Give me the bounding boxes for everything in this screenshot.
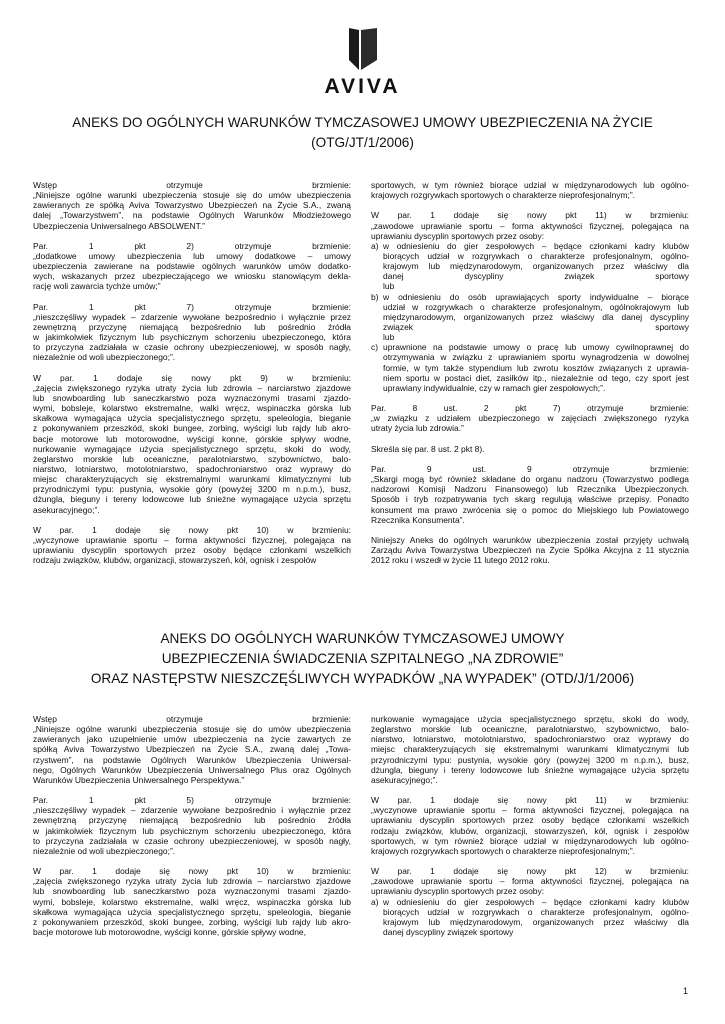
paragraph-gap [33,231,351,241]
text-line: Ubezpieczenia Uniwersalnego ABSOLWENT.” [33,220,205,231]
brand-wordmark: AVIVA [324,75,401,98]
text-line: krajowym lub międzynarodowym, organizowanych przez właściwy dla [383,916,689,927]
text-line: asekuracyjnego;”. [371,774,438,785]
title-line: UBEZPIECZENIA ŚWIADCZENIA SZPITALNEGO „NA ZDROWIE” [161,651,564,666]
paragraph [33,525,351,566]
text-line: dalej „Towarzystwem”, na podstawie Ogólnych Warunków Młodzieżowego [33,210,351,221]
text-line: miejsc charakteryzujących się ekstremalnymi warunkami klimatycznymi lub [371,744,689,755]
text-line: Par. 9 ust. 9 otrzymuje brzmienie: [371,463,689,474]
text-line: Rzecznika Konsumenta”. [371,514,465,525]
title-line: (OTG/JT/1/2006) [311,135,414,150]
section-1-right-column [371,180,689,565]
text-line: w odniesieniu do gier zespołowych – będące członkami kadry klubów [383,896,689,907]
text-line: udział w rozgrywkach o charakterze profesjonalnym, ogólnokrajowym lub [383,301,689,312]
text-line: z pokonywaniem przeszkód, skoki bungee, zorbing, wyścigi lub rajdy lub akro- [33,916,351,927]
text-line: to przyczyna zadziałała w czasie ochrony ubezpieczeniowej, w sposób nagły, [33,835,351,846]
text-line: uprawnione na podstawie umowy o pracę lub umowy cywilnoprawnej do [383,342,689,353]
text-line: dżungla, bieguny i tereny lodowcowe lub śnieżne wymagające użycia sprzętu [371,764,689,775]
text-line: „w związku z udziałem ubezpieczonego w zajęciach zwiększonego ryzyka [371,413,689,424]
list-marker: c) [371,342,379,353]
text-line: Wstęp otrzymuje brzmienie: [33,714,351,724]
text-line: danej dyscypliny związek sportowy [383,271,689,282]
text-line: niarstwo, lotniarstwo, motolotniarstwo, spadochroniarstwo oraz wyprawy do [33,463,351,474]
text-line: skałkowa wymagająca użycia specjalistycznego sprzętu, speleologia, bieganie [33,413,351,424]
paragraph [33,866,351,937]
paragraph-gap [33,856,351,866]
text-line: zewnętrzną przyczynę niemającą bezpośrednio lub pośrednio źródła [33,815,351,826]
text-line: nurkowanie wymagające użycia specjalistycznego sprzętu, skoki do wody, [371,714,689,724]
text-line: lub [383,332,395,343]
brand-logo [0,28,725,99]
section-2-left-column [33,714,351,937]
text-line: krajowym lub międzynarodowym, organizowanych przez właściwy dla [383,261,689,272]
text-line: otrzymywania w związku z uprawianiem sportu wynagrodzenia w dowolnej [383,352,689,363]
text-line: wymi, bobsleje, kolarstwo ekstremalne, walki wręcz, wspinaczka górska lub [33,896,351,907]
text-line: „wyczynowe uprawianie sportu – forma aktywności fizycznej, polegająca na [371,805,689,816]
text-line: w odniesieniu do gier zespołowych – będące członkami kadry klubów [383,240,689,251]
text-line: niezależnie od woli ubezpieczonego;”. [33,352,176,363]
paragraph-gap [371,434,689,444]
text-line: „zawodowe uprawianie sportu – forma aktywności fizycznej, polegająca na [371,220,689,231]
list-marker: a) [371,240,379,251]
text-line: biorących udział w rozgrywkach o charakterze profesjonalnym, ogólno- [383,906,689,917]
text-line: asekuracyjnego;”. [33,504,100,515]
text-line: uprawianiu dyscyplin sportowych przez osoby: [371,230,545,241]
paragraph-gap [33,515,351,525]
text-line: uprawianiu dyscyplin sportowych przez osoby: [371,886,545,897]
list-item [371,241,689,292]
text-line: Skreśla się par. 8 ust. 2 pkt 8). [371,443,485,454]
text-line: żeglarstwo morskie lub oceaniczne, paralotniarstwo, szybownictwo, balo- [33,453,351,464]
paragraph [371,444,689,454]
paragraph-gap [33,785,351,795]
paragraph [371,535,689,565]
text-line: danej dyscypliny związek sportowy [383,926,514,937]
paragraph [371,866,689,896]
text-line: związek sportowy [383,321,689,332]
text-line: „nieszczęśliwy wypadek – zdarzenie wywołane bezpośrednio i wyłącznie przez [33,311,351,322]
title-line: ANEKS DO OGÓLNYCH WARUNKÓW TYMCZASOWEJ UMOWY [160,631,565,646]
text-line: Sposób i tryb rozpatrywania tych skarg regulują właściwe przepisy. Ponadto [371,494,689,505]
section-1-left-column [33,180,351,565]
text-line: „Niniejsze ogólne warunki ubezpieczenia stosuje się do umów ubezpieczenia [33,190,351,201]
text-line: bacje motorowe lub motorowodne, wyścigi konne, górskie spływy wodne, [33,926,306,937]
text-line: 2012 roku i wszedł w życie 11 lutego 2012 roku. [371,555,550,566]
text-line: miejsc charakteryzujących się ekstremalnymi warunkami klimatycznymi lub [33,474,351,485]
text-line: Warunków Ubezpieczenia Uniwersalnego Perspektywa.” [33,774,245,785]
text-line: uprawianiu dyscyplin sportowych przez osoby będące członkami wszelkich [33,545,351,556]
text-line: nurkowanie wymagające użycia specjalistycznego sprzętu, skoki do wody, [33,443,351,454]
text-line: rodzaju związków, klubów, organizacji, stowarzyszeń, kół, ognisk i zespołów [371,825,689,836]
paragraph [33,795,351,856]
text-line: w jakimkolwiek fizycznym lub psychicznym schorzeniu ubezpieczonego, która [33,825,351,836]
text-line: Niniejszy Aneks do ogólnych warunków ubezpieczenia został przyjęty uchwałą [371,534,689,545]
paragraph [371,714,689,785]
paragraph [371,210,689,240]
text-line: skałkowa wymagająca użycia specjalistycznego sprzętu, speleologia, bieganie [33,906,351,917]
text-line: niezależnie od woli ubezpieczonego;”. [33,845,176,856]
text-line: uprawianiu dyscyplin sportowych przez osoby będące członkami wszelkich [371,815,689,826]
list-item [371,342,689,393]
text-line: W par. 1 dodaje się nowy pkt 9) w brzmieniu: [33,372,351,383]
title-line: ANEKS DO OGÓLNYCH WARUNKÓW TYMCZASOWEJ UMOWY UBEZPIECZENIA NA ŻYCIE [72,115,653,130]
text-line: sportowych, w tym również biorące udział w międzynarodowych lub ogólno- [371,835,689,846]
text-line: „nieszczęśliwy wypadek – zdarzenie wywołane bezpośrednio i wyłącznie przez [33,805,351,816]
paragraph [371,464,689,525]
text-line: W par. 1 dodaje się nowy pkt 10) w brzmieniu: [33,524,351,535]
text-line: Par. 1 pkt 7) otrzymuje brzmienie: [33,301,351,312]
text-line: nego, Ogólnych Warunków Ubezpieczenia Uniwersalnego Plus oraz Ogólnych [33,764,351,775]
text-line: żeglarstwo morskie lub oceaniczne, paralotniarstwo, szybownictwo, balo- [371,724,689,735]
page-number: 1 [682,986,688,996]
paragraph-gap [371,200,689,210]
paragraph [33,180,351,231]
text-line: lub snowboarding lub saneczkarstwo poza wyznaczonymi trasami zjazdo- [33,392,351,403]
text-line: krajowych rozgrywkach sportowych o charakterze nieprofesjonalnym;”. [371,845,636,856]
text-line: niarstwo, lotniarstwo, motolotniarstwo, spadochroniarstwo oraz wyprawy do [371,734,689,745]
text-line: konsument ma prawo zwrócenia się o pomoc do Miejskiego lub Powiatowego [371,504,689,515]
title-line: ORAZ NASTĘPSTW NIESZCZĘŚLIWYCH WYPADKÓW „NA WYPADEK” (OTD/J/1/2006) [90,671,635,686]
text-line: zewnętrzną przyczynę niemającą bezpośrednio lub pośrednio źródła [33,321,351,332]
text-line: przyrodniczymi typu: pustynia, wysokie góry (powyżej 3200 m n.p.m.), busz, [33,484,351,495]
text-line: Par. 1 pkt 5) otrzymuje brzmienie: [33,795,351,806]
paragraph-gap [371,525,689,535]
text-line: wymi, bobsleje, kolarstwo ekstremalne, walki wręcz, wspinaczka górska lub [33,403,351,414]
text-line: „zawodowe uprawianie sportu – forma aktywności fizycznej, polegająca na [371,876,689,887]
text-line: lub [383,281,395,292]
paragraph-gap [33,292,351,302]
aviva-logo-icon [343,28,383,70]
text-line: „zajęcia zwiększonego ryzyka utraty życia lub zdrowia – narciarstwo zjazdowe [33,382,351,393]
text-line: biorących udział w rozgrywkach o charakterze profesjonalnym, ogólno- [383,250,689,261]
text-line: ubezpieczenia zawierane na podstawie ogólnych warunków umów dodatko- [33,261,351,272]
text-line: utraty życia lub zdrowia.” [371,423,464,434]
text-line: rację woli zawarcia tychże umów;” [33,281,161,292]
paragraph [371,795,689,856]
text-line: rodzaju związków, klubów, organizacji, stowarzyszeń, kół, ognisk i zespołów [33,555,317,566]
paragraph-gap [33,363,351,373]
text-line: W par. 1 dodaje się nowy pkt 11) w brzmieniu: [371,210,689,221]
text-line: Par. 1 pkt 2) otrzymuje brzmienie: [33,240,351,251]
text-line: „zajęcia zwiększonego ryzyka utraty życia lub zdrowia – narciarstwo zjazdowe [33,876,351,887]
text-line: to przyczyna zadziałała w czasie ochrony ubezpieczeniowej, w sposób nagły, [33,342,351,353]
text-line: wych, wskazanych przez ubezpieczającego we wniosku stanowiącym dekla- [33,271,351,282]
text-line: międzynarodowym, organizowanych przez właściwy dla danej dyscypliny [383,311,689,322]
text-line: w odniesieniu do osób uprawiających sporty indywidualne – biorące [383,291,689,302]
text-line: dżungla, bieguny i tereny lodowcowe lub śnieżne wymagające użycia sprzętu [33,494,351,505]
text-line: rzystwem”, na podstawie Ogólnych Warunków Ubezpieczenia Uniwersal- [33,754,351,765]
text-line: zawieranych ze spółką Aviva Towarzystwo Ubezpieczeń na Życie S.A., zwaną [33,200,351,211]
paragraph [33,302,351,363]
paragraph [33,241,351,292]
text-line: Wstęp otrzymuje brzmienie: [33,180,351,190]
text-line: z pokonywaniem przeszkód, skoki bungee, zorbing, wyścigi lub rajdy lub akro- [33,423,351,434]
text-line: bacje motorowe lub motorowodne, wyścigi konne, górskie spływy wodne, [33,433,351,444]
section-2-right-column [371,714,689,937]
text-line: niem sportu w postaci diet, zasiłków itp., niezależnie od tego, czy sport jest [383,372,689,383]
text-line: „dodatkowe umowy ubezpieczenia lub umowy dodatkowe – umowy [33,250,351,261]
text-line: krajowych rozgrywkach sportowych o charakterze nieprofesjonalnym;”. [371,190,636,201]
text-line: W par. 1 dodaje się nowy pkt 12) w brzmieniu: [371,866,689,877]
list-marker: a) [371,896,379,907]
text-line: spółką Aviva Towarzystwo Ubezpieczeń na Życie S.A., zwaną dalej „Towa- [33,744,351,755]
text-line: przyrodniczymi typu: pustynia, wysokie góry (powyżej 3200 m n.p.m.), busz, [371,754,689,765]
text-line: „Skargi mogą być również składane do organu nadzoru (Towarzystwo podlega [371,474,689,485]
paragraph-gap [371,785,689,795]
text-line: lub snowboarding lub saneczkarstwo poza wyznaczonymi trasami zjazdo- [33,886,351,897]
text-line: „Niniejsze ogólne warunki ubezpieczenia stosuje się do umów ubezpieczenia [33,724,351,735]
text-line: W par. 1 dodaje się nowy pkt 10) w brzmieniu: [33,866,351,877]
text-line: Par. 8 ust. 2 pkt 7) otrzymuje brzmienie: [371,403,689,414]
text-line: „wyczynowe uprawianie sportu – forma aktywności fizycznej, polegająca na [33,534,351,545]
text-line: Zarządu Aviva Towarzystwa Ubezpieczeń na Życie Spółka Akcyjna z 11 stycznia [371,545,689,556]
text-line: zawieranych jako uzupełnienie umów ubezpieczenia na życie zawartych ze [33,734,351,745]
section-2-title [40,629,685,689]
paragraph [371,403,689,433]
text-line: w jakimkolwiek fizycznym lub psychicznym schorzeniu ubezpieczonego, która [33,332,351,343]
paragraph [371,180,689,200]
paragraph-gap [371,856,689,866]
text-line: W par. 1 dodaje się nowy pkt 11) w brzmieniu: [371,795,689,806]
text-line: nadzorowi Komisji Nadzoru Finansowego) lub Rzecznika Ubezpieczonych. [371,484,689,495]
paragraph-gap [371,393,689,403]
text-line: sportowych, w tym również biorące udział w międzynarodowych lub ogólno- [371,180,689,190]
text-line: formie, w tym także stypendium lub zwrotu kosztów związanych z uprawia- [383,362,689,373]
text-line: uprawiany indywidualnie, czy w ramach gier zespołowych;”. [383,382,606,393]
list-item [371,292,689,343]
paragraph [33,373,351,515]
paragraph [33,714,351,785]
paragraph-gap [371,454,689,464]
section-1-title [40,113,685,153]
list-marker: b) [371,291,379,302]
list-item [371,897,689,938]
